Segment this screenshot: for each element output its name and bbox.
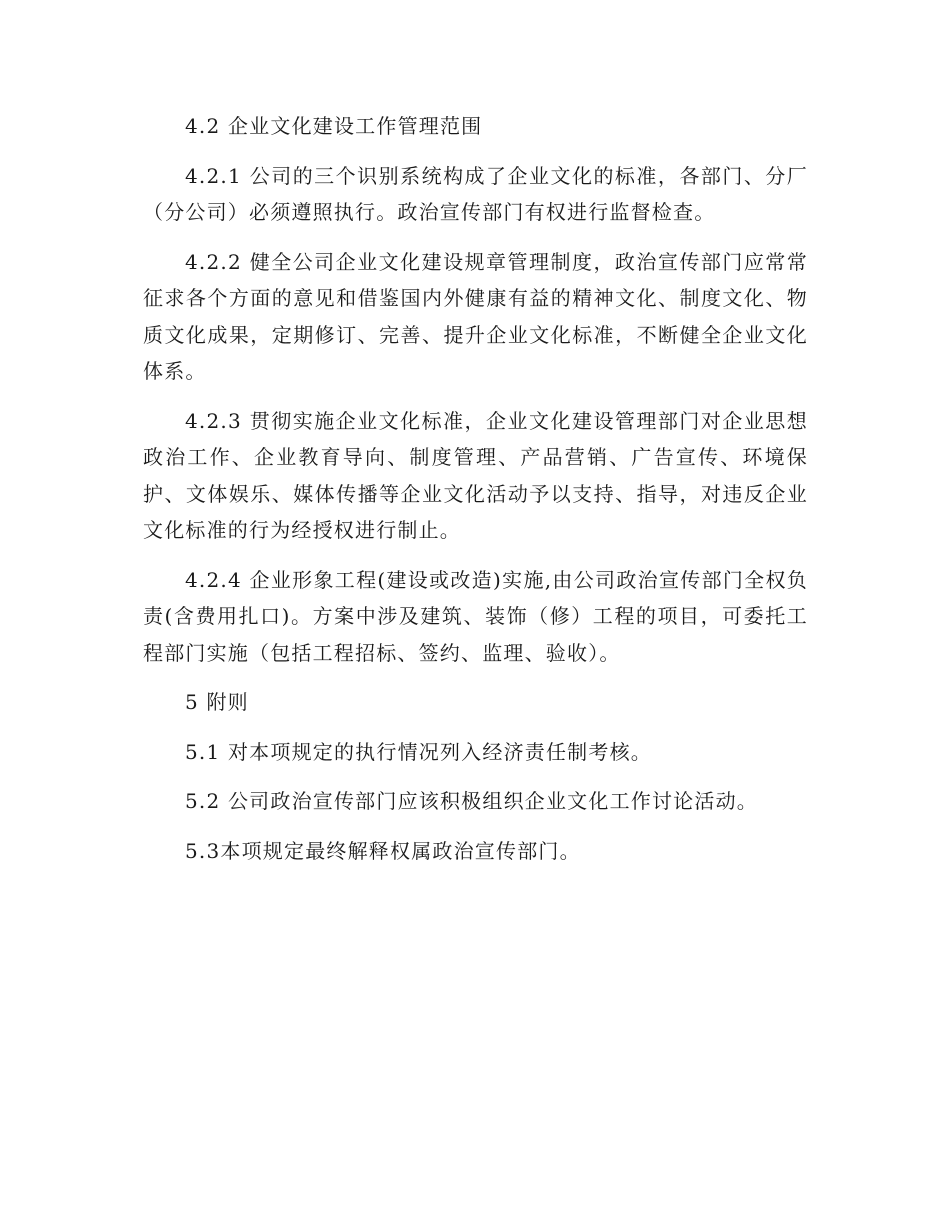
section-heading-5: 5 附则 [185, 690, 249, 714]
section-heading-4-2: 4.2 企业文化建设工作管理范围 [185, 114, 483, 138]
paragraph-5-2: 5.2 公司政治宣传部门应该积极组织企业文化工作讨论活动。 [185, 789, 758, 813]
document-body [143, 108, 808, 869]
paragraph-4-2-4: 4.2.4 企业形象工程(建设或改造)实施,由公司政治宣传部门全权负责(含费用扎口)。方案中涉及建筑、装饰（修）工程的项目，可委托工程部门实施（包括工程招标、签约、监理、验收）。 [143, 567, 808, 665]
paragraph-4-2-3: 4.2.3 贯彻实施企业文化标准，企业文化建设管理部门对企业思想政治工作、企业教育导向、制度管理、产品营销、广告宣传、环境保护、文体娱乐、媒体传播等企业文化活动予以支持、指导，对违反企业文化标准的行为经授权进行制止。 [143, 408, 808, 542]
paragraph-4-2-1: 4.2.1 公司的三个识别系统构成了企业文化的标准，各部门、分厂（分公司）必须遵照执行。政治宣传部门有权进行监督检查。 [143, 163, 808, 224]
paragraph-5-3: 5.3本项规定最终解释权属政治宣传部门。 [185, 838, 581, 863]
paragraph-4-2-2: 4.2.2 健全公司企业文化建设规章管理制度，政治宣传部门应常常征求各个方面的意见和借鉴国内外健康有益的精神文化、制度文化、物质文化成果，定期修订、完善、提升企业文化标准，不断健全企业文化体系。 [143, 249, 808, 383]
paragraph-5-1: 5.1 对本项规定的执行情况列入经济责任制考核。 [185, 739, 652, 764]
